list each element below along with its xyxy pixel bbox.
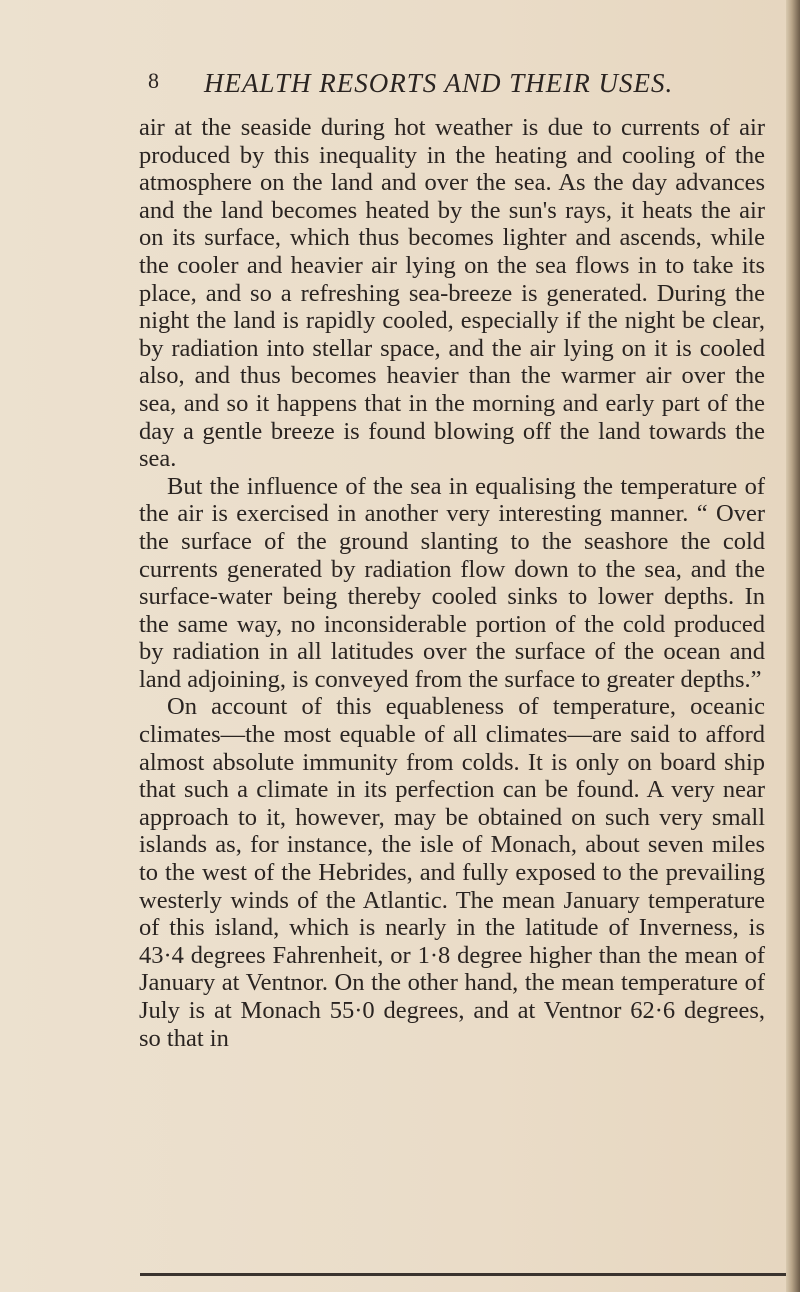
- body-text: [139, 114, 765, 1052]
- paragraph-sea-influence: But the influence of the sea in equalising the temperature of the air is exercised in another very interesting manner. “ Over the surface of the ground slanting to the seashore the cold currents generated by radiation flow down to the sea, and the surface-water being thereby cooled sinks to lower depths. In the same way, no inconsiderable portion of the cold produced by radiation in all latitudes over the surface of the ocean and land adjoining, is conveyed from the surface to greater depths.”: [139, 472, 765, 693]
- running-title: HEALTH RESORTS AND THEIR USES.: [204, 68, 674, 98]
- paragraph-oceanic-climates: On account of this equableness of temperature, oceanic climates—the most equable of all climates—are said to afford almost absolute immunity from colds. It is only on board ship that such a climate in its perfection can be found. A very near approach to it, however, may be obtained on such very small islands as, for instance, the isle of Monach, about seven miles to the west of the Hebrides, and fully exposed to the prevailing westerly winds of the Atlantic. The mean January temperature of this island, which is nearly in the latitude of Inverness, is 43·4 degrees Fahrenheit, or 1·8 degree higher than the mean of January at Ventnor. On the other hand, the mean temperature of July is at Monach 55·0 degrees, and at Ventnor 62·6 degrees, so that in: [139, 693, 765, 1052]
- page-bottom-rule: [140, 1273, 792, 1276]
- page-header: [148, 68, 758, 108]
- paragraph-sea-breeze: air at the seaside during hot weather is due to currents of air produced by this inequality in the heating and cooling of the atmosphere on the land and over the sea. As the day advances and the land becomes heated by the sun's rays, it heats the air on its surface, which thus becomes lighter and ascends, while the cooler and heavier air lying on the sea flows in to take its place, and so a refreshing sea-breeze is generated. During the night the land is rapidly cooled, especially if the night be clear, by radiation into stellar space, and the air lying on it is cooled also, and thus becomes heavier than the warmer air over the sea, and so it happens that in the morning and early part of the day a gentle breeze is found blowing off the land towards the sea.: [139, 114, 765, 473]
- page-number: 8: [148, 68, 160, 93]
- page-binding-edge: [786, 0, 800, 1292]
